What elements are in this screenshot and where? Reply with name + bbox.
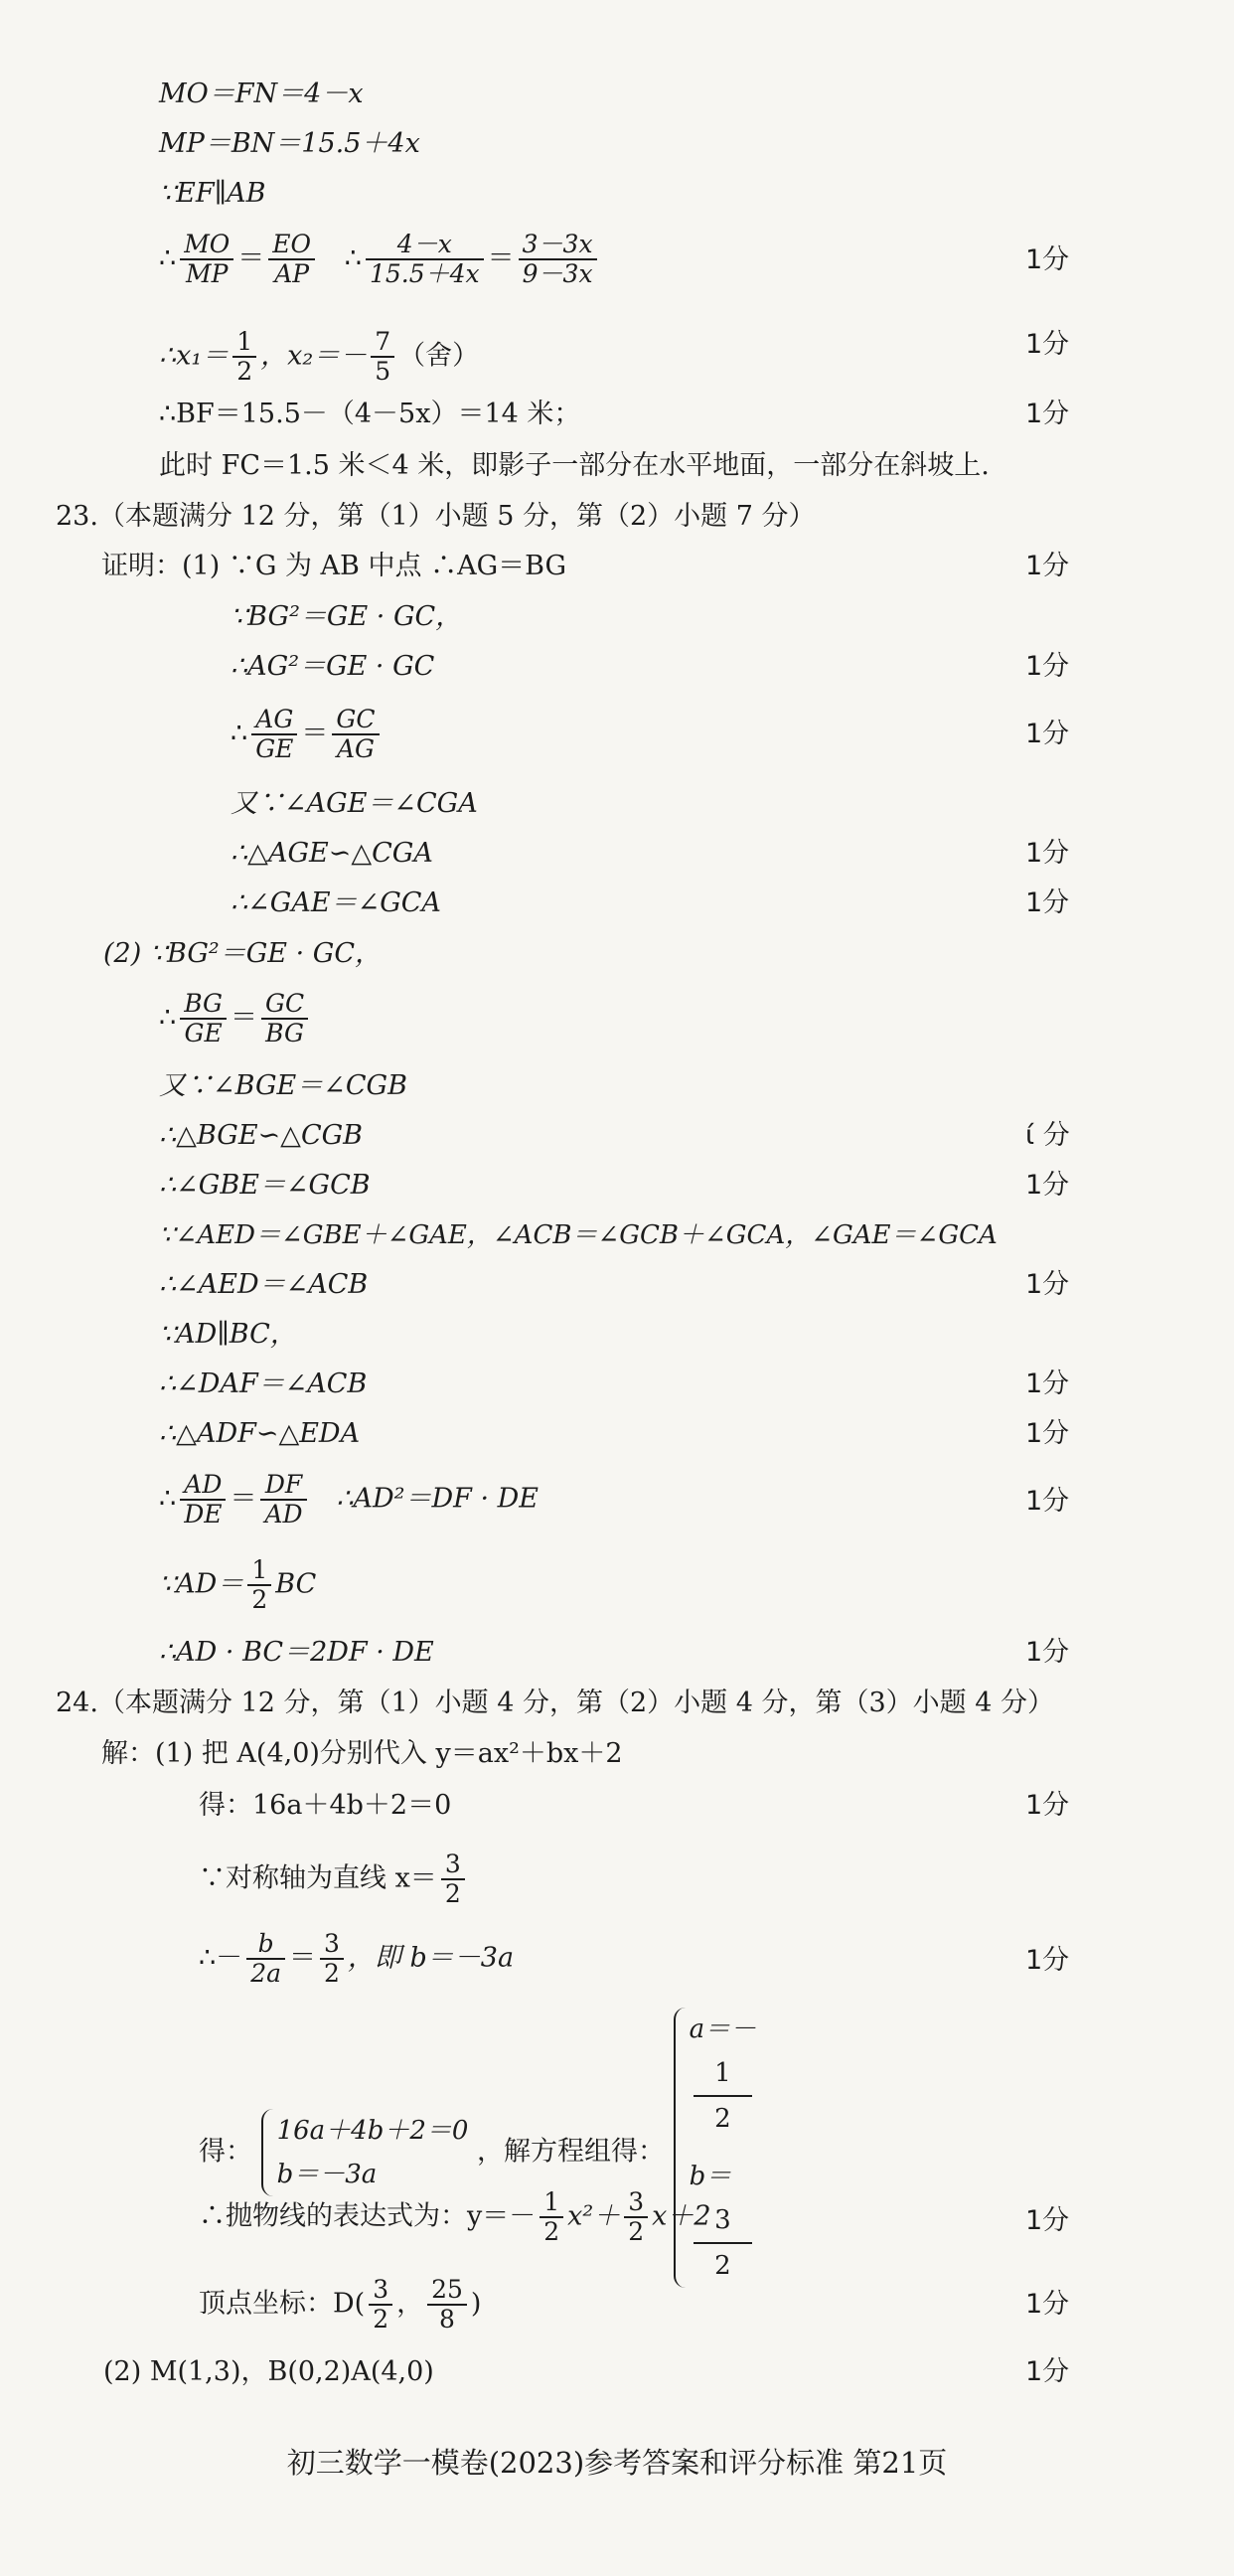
line-angle-gbe: ∴∠GBE＝∠GCB [159,1170,371,1201]
score: ί 分 [1025,1120,1070,1151]
line-equation-system: 得： 16a＋4b＋2＝0 b＝－3a ，解方程组得： a＝－ 1 2 b＝ 3 2 [199,2017,756,2288]
score: 1分 [1025,1418,1070,1449]
question-23-header: 23.（本题满分 12 分，第（1）小题 5 分，第（2）小题 7 分） [56,501,816,532]
line-ad-half-bc: ∵AD＝ $\frac{1}{2}$ BC [159,1555,317,1614]
line-ratio-equation: ∴ $\frac{MO}{MP}$ ＝ $\frac{EO}{AP}$ ∴ $\frac{4-x}{15.5+4x}$ ＝ $\frac{3-3x}{9-3x}$ [159,231,601,288]
line-bg-squared: ∵BG²＝GE · GC， [231,601,463,632]
line-roots: ∴x₁＝ $\frac{1}{2}$ ，x₂＝－ $\frac{7}{5}$ （舍） [159,327,480,386]
page-footer: 初三数学一模卷(2023)参考答案和评分标准 第21页 [286,2446,948,2480]
line-similar-age-cga: ∴△AGE∽△CGA [231,838,433,869]
equation-system-brace: 16a＋4b＋2＝0 b＝－3a [261,2109,469,2196]
line-angle-gae: ∴∠GAE＝∠GCA [231,887,441,918]
line-part2-bg-squared: (2) ∵BG²＝GE · GC， [103,938,382,969]
line-ef-parallel: ∵EF∥AB [159,178,266,209]
line-ad-de-ratio: ∴ $\frac{AD}{DE}$ ＝ $\frac{DF}{AD}$ ∴AD²＝DF · DE [159,1470,539,1529]
line-axis-of-symmetry: ∵对称轴为直线 x＝ $\frac{3}{2}$ [199,1851,469,1908]
line-ag-ge-ratio: ∴ $\frac{AG}{GE}$ ＝ $\frac{GC}{AG}$ [231,706,384,763]
line-bf: ∴BF＝15.5－（4－5x）＝14 米； [159,399,581,429]
line-ad-bc-conclusion: ∴AD · BC＝2DF · DE [159,1637,434,1668]
line-parabola-expression: ∴抛物线的表达式为：y＝－ $\frac{1}{2}$ x²＋ $\frac{3}{2}$ x＋2 [199,2187,711,2246]
line-similar-adf-eda: ∴△ADF∽△EDA [159,1418,361,1449]
score: 1分 [1025,719,1070,749]
line-angle-bge: 又∵∠BGE＝∠CGB [159,1070,407,1101]
score: 1分 [1025,2289,1070,2320]
score: 1分 [1025,551,1070,581]
line-ag-squared: ∴AG²＝GE · GC [231,651,435,682]
question-24-header: 24.（本题满分 12 分，第（1）小题 4 分，第（2）小题 4 分，第（3）小题 4 分） [56,1688,1055,1718]
line-similar-bge-cgb: ∴△BGE∽△CGB [159,1120,364,1151]
line-shadow-conclusion: 此时 FC＝1.5 米＜4 米，即影子一部分在水平地面，一部分在斜坡上. [159,450,990,481]
score: 1分 [1025,1368,1070,1399]
solution-system-brace: a＝－ 1 2 b＝ 3 2 [674,2008,757,2288]
line-bg-ge-ratio: ∴ $\frac{BG}{GE}$ ＝ $\frac{GC}{BG}$ [159,990,312,1047]
score: 1分 [1025,399,1070,429]
score: 1分 [1025,651,1070,682]
line-ad-parallel-bc: ∵AD∥BC， [159,1319,297,1350]
score: 1分 [1025,1945,1070,1976]
score: 1分 [1025,1790,1070,1821]
score: 1分 [1025,1486,1070,1517]
score: 1分 [1025,2356,1070,2387]
line-angle-daf: ∴∠DAF＝∠ACB [159,1368,368,1399]
score: 1分 [1025,887,1070,918]
score: 1分 [1025,1637,1070,1668]
line-angle-age: 又∵∠AGE＝∠CGA [231,788,478,819]
line-vertex: 顶点坐标：D( $\frac{3}{2}$ ， $\frac{25}{8}$ ) [199,2275,482,2334]
line-angle-aed-acb: ∴∠AED＝∠ACB [159,1269,369,1300]
line-substitute-a: 解：(1) 把 A(4,0)分别代入 y＝ax²＋bx＋2 [101,1738,623,1769]
line-b-equals-minus-3a: ∴－ $\frac{b}{2a}$ ＝ $\frac{3}{2}$ ，即 b＝－3a [199,1929,515,1988]
score: 1分 [1025,329,1070,360]
score: 1分 [1025,1269,1070,1300]
score: 1分 [1025,838,1070,869]
score: 1分 [1025,2205,1070,2236]
score: 1分 [1025,244,1070,275]
line-g-midpoint: 证明：(1) ∵G 为 AB 中点 ∴AG＝BG [101,551,567,581]
score: 1分 [1025,1170,1070,1201]
line-mp-bn: MP＝BN＝15.5＋4x [159,128,420,159]
line-points-mba: (2) M(1,3)，B(0,2)A(4,0) [103,2356,434,2387]
line-mo-fn: MO＝FN＝4－x [159,79,364,109]
line-equation-16a: 得：16a＋4b＋2＝0 [199,1790,452,1821]
line-angle-sum: ∵∠AED＝∠GBE＋∠GAE，∠ACB＝∠GCB＋∠GCA，∠GAE＝∠GCA [159,1220,998,1250]
